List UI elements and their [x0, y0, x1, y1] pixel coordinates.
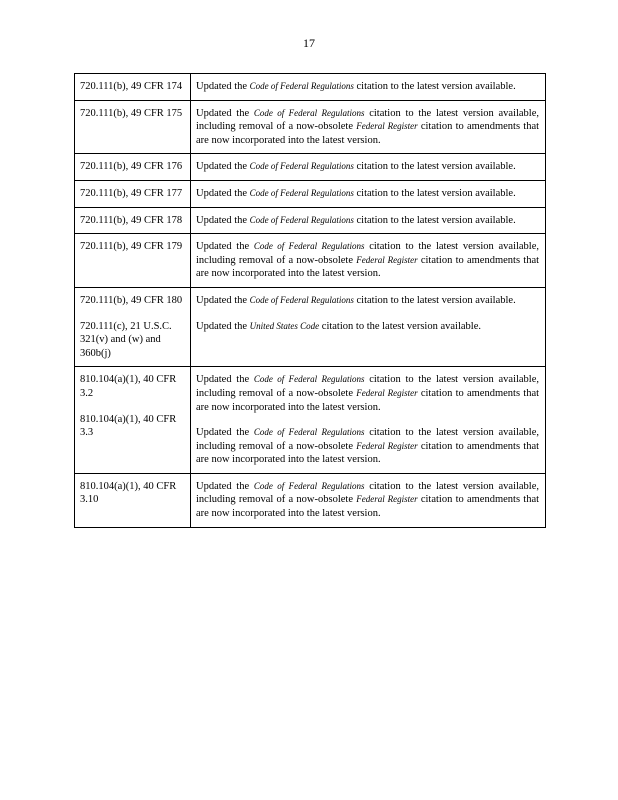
description-cell	[191, 180, 546, 207]
citation-text: 810.104(a)(1), 40 CFR 3.2	[80, 374, 177, 399]
citation-text: 720.111(b), 49 CFR 177	[80, 187, 183, 199]
table-row	[75, 367, 546, 474]
description-phrase: citation to the latest version available.	[356, 161, 516, 173]
description-phrase: Updated the	[196, 107, 250, 119]
description-phrase: citation to amendments that are now incorporated into the latest version.	[196, 387, 540, 413]
table-row	[75, 473, 546, 527]
description-phrase: Updated the	[196, 374, 250, 386]
description-text	[196, 80, 539, 94]
citation-text: 720.111(c), 21 U.S.C. 321(v) and (w) and 360b(j)	[80, 320, 172, 359]
description-phrase: citation to the latest version available.	[356, 214, 516, 226]
italic-code-name: Code of Federal Regulations	[253, 241, 365, 252]
italic-code-name: Code of Federal Regulations	[253, 374, 365, 385]
description-cell	[191, 234, 546, 288]
citation-cell	[75, 207, 191, 234]
description-cell	[191, 154, 546, 181]
citation-cell	[75, 287, 191, 366]
italic-code-name: Code of Federal Regulations	[249, 81, 354, 91]
description-phrase: Updated the	[196, 427, 250, 439]
citation-cell	[75, 180, 191, 207]
table-row	[75, 180, 546, 207]
description-cell	[191, 473, 546, 527]
italic-code-name: Federal Register	[356, 254, 418, 265]
table-row	[75, 74, 546, 101]
italic-code-name: Code of Federal Regulations	[253, 480, 365, 491]
italic-code-name: Code of Federal Regulations	[249, 294, 354, 305]
amendments-table	[74, 73, 546, 528]
table-row	[75, 207, 546, 234]
description-text	[196, 214, 539, 228]
description-phrase: citation to the latest version available, including removal of a now-obsolete	[196, 427, 540, 452]
italic-code-name: Federal Register	[356, 440, 418, 451]
description-phrase: citation to the latest version available.	[356, 81, 516, 92]
description-phrase: citation to the latest version available.	[356, 294, 516, 306]
description-text	[196, 294, 539, 308]
table-row	[75, 287, 546, 366]
citation-text: 720.111(b), 49 CFR 180	[80, 294, 183, 306]
citation-cell	[75, 154, 191, 181]
description-phrase: Updated the	[196, 320, 248, 332]
description-phrase: Updated the	[196, 161, 248, 173]
table-row	[75, 234, 546, 288]
description-phrase: Updated the	[196, 187, 248, 199]
italic-code-name: Federal Register	[356, 121, 418, 132]
citation-cell	[75, 74, 191, 101]
italic-code-name: Code of Federal Regulations	[249, 187, 354, 198]
description-text	[196, 187, 539, 201]
description-phrase: Updated the	[196, 214, 248, 226]
table-row	[75, 154, 546, 181]
description-cell	[191, 287, 546, 366]
description-phrase: citation to the latest version available.	[321, 320, 481, 332]
description-cell	[191, 367, 546, 474]
description-phrase: citation to amendments that are now incorporated into the latest version.	[196, 254, 540, 280]
citation-text: 720.111(b), 49 CFR 174	[80, 81, 183, 92]
italic-code-name: Code of Federal Regulations	[253, 427, 365, 438]
description-text	[196, 426, 539, 467]
italic-code-name: United States Code	[249, 320, 320, 331]
description-phrase: Updated the	[196, 241, 250, 253]
citation-text: 810.104(a)(1), 40 CFR 3.10	[80, 480, 177, 506]
citation-text: 720.111(b), 49 CFR 175	[80, 107, 183, 119]
description-phrase: citation to the latest version available, including removal of a now-obsolete	[196, 107, 540, 133]
citation-text: 810.104(a)(1), 40 CFR 3.3	[80, 413, 177, 439]
description-phrase: citation to the latest version available, including removal of a now-obsolete	[196, 374, 540, 399]
italic-code-name: Code of Federal Regulations	[249, 214, 354, 225]
italic-code-name: Federal Register	[356, 387, 418, 398]
citation-cell	[75, 473, 191, 527]
italic-code-name: Code of Federal Regulations	[253, 107, 365, 118]
table-row	[75, 100, 546, 154]
italic-code-name: Code of Federal Regulations	[249, 161, 354, 172]
description-text	[196, 107, 539, 148]
citation-cell	[75, 100, 191, 154]
citation-text: 720.111(b), 49 CFR 178	[80, 214, 183, 226]
citation-cell	[75, 234, 191, 288]
description-text	[196, 240, 539, 281]
italic-code-name: Federal Register	[356, 494, 418, 505]
description-phrase: citation to the latest version available, including removal of a now-obsolete	[196, 241, 540, 266]
description-phrase: Updated the	[196, 81, 248, 92]
description-phrase: citation to the latest version available.	[356, 187, 516, 199]
description-text	[196, 320, 539, 334]
page-number: 17	[303, 36, 315, 50]
description-cell	[191, 100, 546, 154]
citation-text: 720.111(b), 49 CFR 179	[80, 241, 183, 253]
description-text	[196, 160, 539, 174]
description-text	[196, 373, 539, 414]
description-phrase: Updated the	[196, 294, 248, 306]
description-cell	[191, 74, 546, 101]
description-phrase: Updated the	[196, 480, 250, 492]
description-phrase: citation to amendments that are now incorporated into the latest version.	[196, 440, 540, 466]
citation-text: 720.111(b), 49 CFR 176	[80, 161, 183, 173]
citation-cell	[75, 367, 191, 474]
description-cell	[191, 207, 546, 234]
description-phrase: citation to amendments that are now incorporated into the latest version.	[196, 121, 540, 146]
description-phrase: citation to the latest version available, including removal of a now-obsolete	[196, 480, 540, 506]
description-text	[196, 480, 539, 521]
description-phrase: citation to amendments that are now incorporated into the latest version.	[196, 494, 540, 520]
